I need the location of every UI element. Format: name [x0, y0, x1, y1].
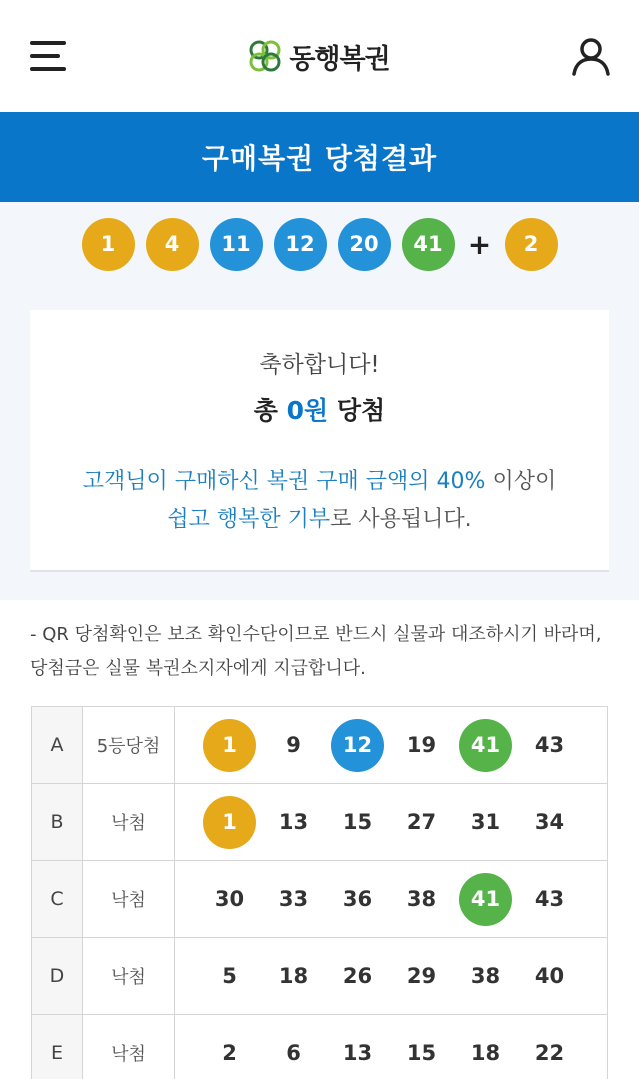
ticket-number: 36 [342, 887, 373, 911]
menu-bar-middle [30, 54, 60, 58]
result-section [0, 202, 639, 600]
donation-line-1 [30, 463, 609, 501]
ticket-status: 낙첨 [83, 784, 175, 860]
hamburger-menu-icon[interactable] [30, 41, 66, 71]
ticket-number: 38 [406, 887, 437, 911]
ticket-status: 낙첨 [83, 1015, 175, 1079]
matched-number-ball: 41 [459, 873, 512, 926]
page-title: 구매복권 당첨결과 [0, 112, 639, 202]
matched-number-ball: 1 [203, 796, 256, 849]
ticket-number: 43 [534, 887, 565, 911]
ticket-numbers [175, 861, 607, 937]
ticket-row [32, 707, 607, 784]
app-header [0, 0, 639, 112]
ticket-status: 낙첨 [83, 938, 175, 1014]
ticket-letter: B [32, 784, 83, 860]
logo-text: 동행복권 [289, 43, 390, 75]
ticket-letter: C [32, 861, 83, 937]
ticket-number: 13 [278, 810, 309, 834]
ticket-number: 6 [286, 1041, 301, 1065]
ticket-number: 15 [342, 810, 373, 834]
ticket-number: 38 [470, 964, 501, 988]
ticket-number: 31 [470, 810, 501, 834]
winning-ball: 1 [82, 218, 135, 271]
donation-highlight-1: 고객님이 구매하신 복권 구매 금액의 40% [82, 469, 486, 494]
total-suffix: 당첨 [328, 396, 386, 425]
ticket-number: 18 [278, 964, 309, 988]
user-icon[interactable] [571, 36, 611, 76]
total-amount: 0원 [286, 396, 329, 425]
ticket-table [31, 706, 608, 1079]
winning-ball: 12 [274, 218, 327, 271]
matched-number-ball: 41 [459, 719, 512, 772]
bonus-plus-sign: + [467, 227, 492, 261]
winning-ball: 4 [146, 218, 199, 271]
qr-notice: - QR 당첨확인은 보조 확인수단이므로 반드시 실물과 대조하시기 바라며, 당첨금은 실물 복권소지자에게 지급합니다. [30, 624, 602, 679]
ticket-number: 2 [222, 1041, 237, 1065]
winning-ball: 41 [402, 218, 455, 271]
donation-highlight-2: 쉽고 행복한 기부 [167, 507, 331, 532]
menu-bar-top [30, 41, 66, 45]
ticket-number: 43 [534, 733, 565, 757]
ticket-number: 5 [222, 964, 237, 988]
ticket-letter: A [32, 707, 83, 783]
bonus-ball: 2 [505, 218, 558, 271]
ticket-number: 40 [534, 964, 565, 988]
ticket-number: 33 [278, 887, 309, 911]
total-prefix: 총 [253, 396, 287, 425]
ticket-numbers [175, 707, 607, 783]
donation-line-2 [30, 501, 609, 539]
ticket-numbers [175, 784, 607, 860]
ticket-number: 26 [342, 964, 373, 988]
donation-message [30, 463, 609, 539]
matched-number-ball: 12 [331, 719, 384, 772]
ticket-number: 30 [214, 887, 245, 911]
matched-number-ball: 1 [203, 719, 256, 772]
ticket-number: 18 [470, 1041, 501, 1065]
clover-logo-icon [247, 39, 283, 73]
ticket-number: 9 [286, 733, 301, 757]
ticket-row [32, 1015, 607, 1079]
ticket-numbers [175, 938, 607, 1014]
congrats-text: 축하합니다! [259, 352, 380, 378]
ticket-number: 22 [534, 1041, 565, 1065]
winning-ball: 20 [338, 218, 391, 271]
ticket-row [32, 938, 607, 1015]
winning-numbers [30, 216, 609, 272]
ticket-number: 34 [534, 810, 565, 834]
logo[interactable] [247, 37, 389, 76]
ticket-row [32, 861, 607, 938]
ticket-number: 27 [406, 810, 437, 834]
ticket-letter: D [32, 938, 83, 1014]
result-card [30, 310, 609, 572]
ticket-row [32, 784, 607, 861]
donation-rest-1: 이상이 [485, 469, 557, 494]
winning-ball: 11 [210, 218, 263, 271]
ticket-number: 13 [342, 1041, 373, 1065]
ticket-status: 낙첨 [83, 861, 175, 937]
ticket-number: 29 [406, 964, 437, 988]
donation-rest-2: 로 사용됩니다. [330, 507, 472, 532]
total-prize [30, 391, 609, 427]
ticket-number: 19 [406, 733, 437, 757]
ticket-letter: E [32, 1015, 83, 1079]
ticket-number: 15 [406, 1041, 437, 1065]
ticket-status: 5등당첨 [83, 707, 175, 783]
menu-bar-bottom [30, 67, 66, 71]
ticket-numbers [175, 1015, 607, 1079]
